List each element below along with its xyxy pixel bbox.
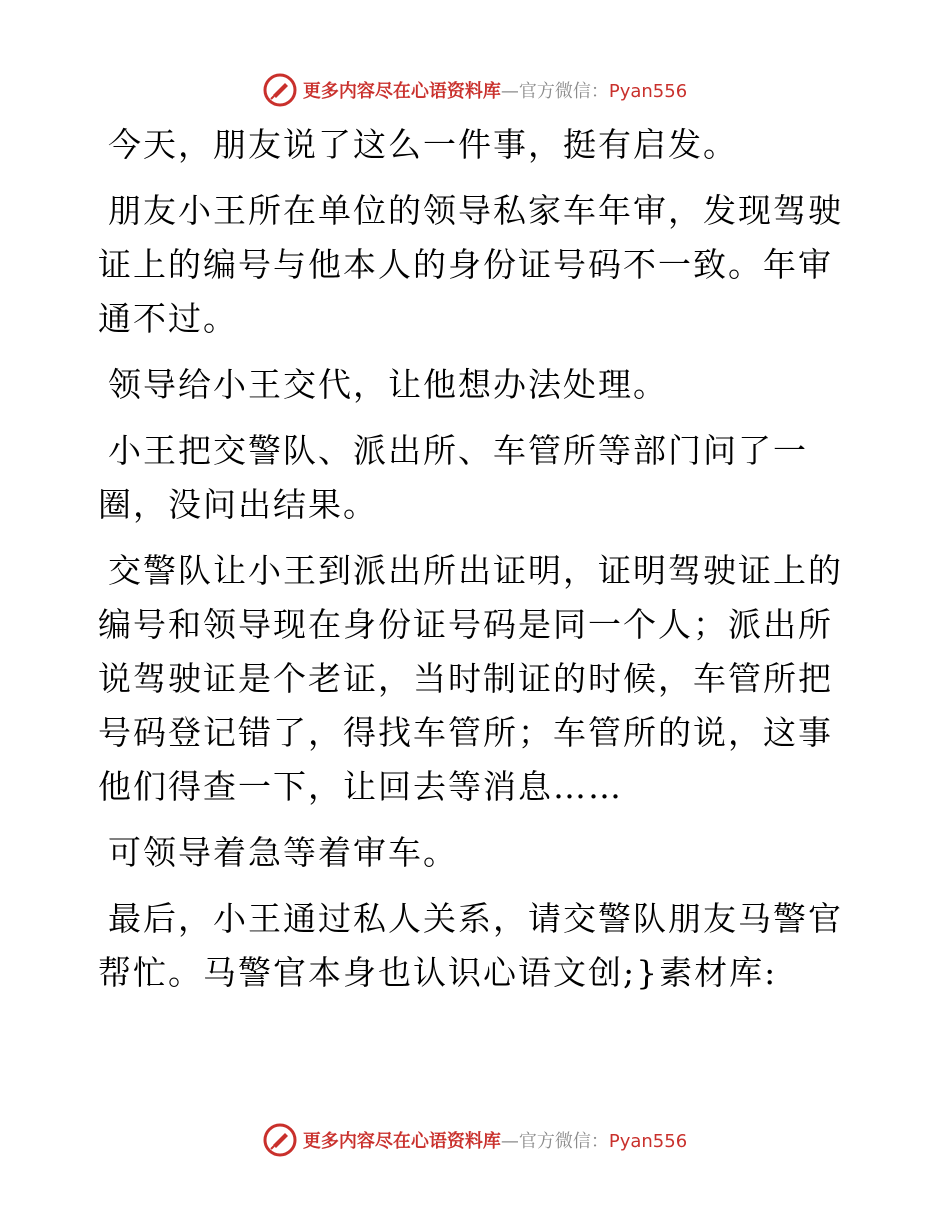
watermark-separator: —	[500, 1131, 519, 1152]
paragraph: 最后，小王通过私人关系，请交警队朋友马警官帮忙。马警官本身也认识心语文创;}素材库:	[98, 899, 843, 992]
watermark-text	[303, 1127, 687, 1153]
paragraph: 交警队让小王到派出所出证明，证明驾驶证上的编号和领导现在身份证号码是同一个人；派出所说驾驶证是个老证，当时制证的时候，车管所把号码登记错了，得找车管所；车管所的说，这事他们得查一下，让回去等消息……	[98, 551, 843, 806]
document-body	[98, 118, 858, 1012]
paragraph: 今天，朋友说了这么一件事，挺有启发。	[108, 125, 738, 164]
paragraph: 朋友小王所在单位的领导私家车年审，发现驾驶证上的编号与他本人的身份证号码不一致。年审通不过。	[98, 191, 843, 338]
watermark-handle: Pyan556	[608, 81, 688, 102]
watermark-brand: 更多内容尽在心语资料库	[302, 81, 501, 102]
footer-watermark	[0, 1120, 950, 1160]
brand-logo-icon	[263, 1123, 297, 1157]
paragraph: 领导给小王交代，让他想办法处理。	[108, 365, 668, 404]
watermark-handle: Pyan556	[608, 1131, 688, 1152]
brand-logo-icon	[263, 73, 297, 107]
watermark-text	[303, 77, 687, 103]
watermark-separator: —	[500, 81, 519, 102]
header-watermark	[0, 70, 950, 110]
watermark-label: 官方微信：	[518, 1131, 609, 1152]
paragraph: 可领导着急等着审车。	[108, 833, 458, 872]
paragraph: 小王把交警队、派出所、车管所等部门问了一圈，没问出结果。	[98, 431, 808, 524]
watermark-label: 官方微信：	[518, 81, 609, 102]
watermark-brand: 更多内容尽在心语资料库	[302, 1131, 501, 1152]
